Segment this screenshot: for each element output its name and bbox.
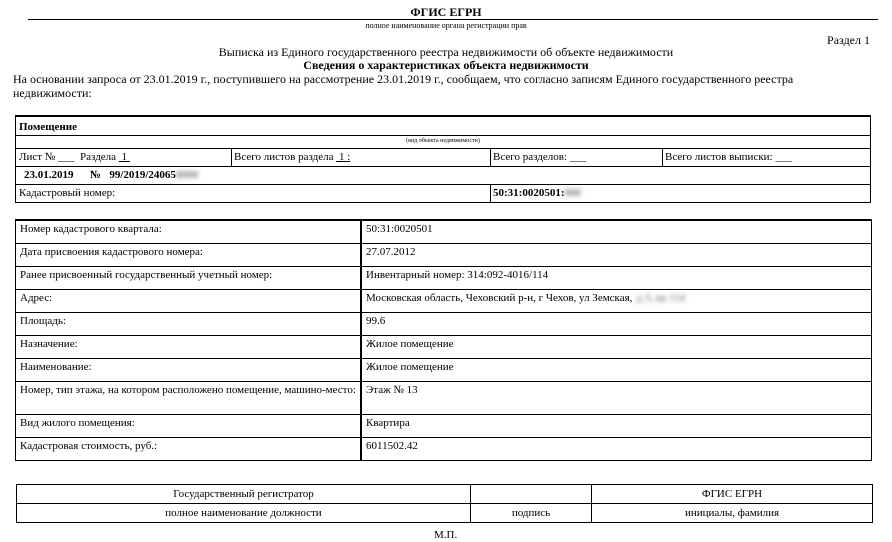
section-number: 1 [121,151,128,163]
extract-number: № 99/2019/24065#### [90,169,198,181]
characteristic-value: 50:31:0020501 [361,220,872,244]
characteristic-value: Жилое помещение [361,336,872,359]
intro-paragraph: На основании запроса от 23.01.2019 г., поступившего на рассмотрение 23.01.2019 г., сообщаем, что согласно записям Единого государственного реестра недвижимости: [13,72,794,100]
characteristic-value: Квартира [361,415,872,438]
total-pages: Всего листов выписки: ___ [665,151,792,163]
object-header-block [15,115,871,203]
total-sections: Всего разделов: ___ [493,151,587,163]
stamp-place: М.П. [434,529,458,541]
characteristic-value: Этаж № 13 [361,382,872,415]
characteristic-label: Номер, тип этажа, на котором расположено помещение, машино-место: [16,382,362,415]
object-type: Помещение [19,121,77,133]
authority-caption: полное наименование органа регистрации прав [365,21,527,30]
issuing-authority: ФГИС ЕГРН [410,5,482,19]
characteristic-value: Московская область, Чеховский р-н, г Чехов, ул Земская, д 3, кв 114 [361,290,872,313]
characteristic-value: 99.6 [361,313,872,336]
redacted-value: д 3, кв 114 [636,292,686,304]
object-type-caption: (вид объекта недвижимости) [406,138,480,144]
characteristic-label: Адрес: [16,290,362,313]
characteristic-value: Инвентарный номер: 314:092-4016/114 [361,267,872,290]
position-caption: полное наименование должности [17,504,471,523]
characteristic-row [16,382,872,415]
signature-field [471,485,592,504]
redacted-cadastral: ### [564,187,581,199]
characteristic-label: Ранее присвоенный государственный учетный номер: [16,267,362,290]
characteristic-row [16,244,872,267]
cadastral-number: 50:31:0020501:### [493,187,581,199]
characteristic-value: 27.07.2012 [361,244,872,267]
characteristic-value: Жилое помещение [361,359,872,382]
characteristic-label: Наименование: [16,359,362,382]
characteristics-table [15,219,872,461]
characteristic-row [16,415,872,438]
cadastral-number-label: Кадастровый номер: [19,187,116,199]
characteristic-label: Вид жилого помещения: [16,415,362,438]
registrar-name: ФГИС ЕГРН [592,485,873,504]
redacted-number: #### [175,169,198,181]
sheet-number: Лист № ___ Раздела 1 [19,151,128,163]
total-sheets-section: Всего листов раздела 1 : [234,151,351,163]
characteristic-row [16,336,872,359]
characteristic-row [16,290,872,313]
section-label: Раздел 1 [827,33,870,47]
characteristic-label: Номер кадастрового квартала: [16,220,362,244]
document-subtitle: Сведения о характеристиках объекта недвижимости [303,58,589,72]
characteristic-label: Площадь: [16,313,362,336]
characteristic-row [16,313,872,336]
characteristic-label: Дата присвоения кадастрового номера: [16,244,362,267]
signature-table [16,484,873,523]
registrar-position: Государственный регистратор [17,485,471,504]
characteristic-value: 6011502.42 [361,438,872,461]
characteristic-row [16,220,872,244]
characteristic-label: Кадастровая стоимость, руб.: [16,438,362,461]
extract-date: 23.01.2019 [24,169,74,181]
characteristic-row [16,359,872,382]
characteristic-row [16,267,872,290]
characteristic-row [16,438,872,461]
signature-caption: подпись [471,504,592,523]
header-divider [28,19,878,20]
characteristic-label: Назначение: [16,336,362,359]
name-caption: инициалы, фамилия [592,504,873,523]
document-title: Выписка из Единого государственного реестра недвижимости об объекте недвижимости [218,45,674,59]
